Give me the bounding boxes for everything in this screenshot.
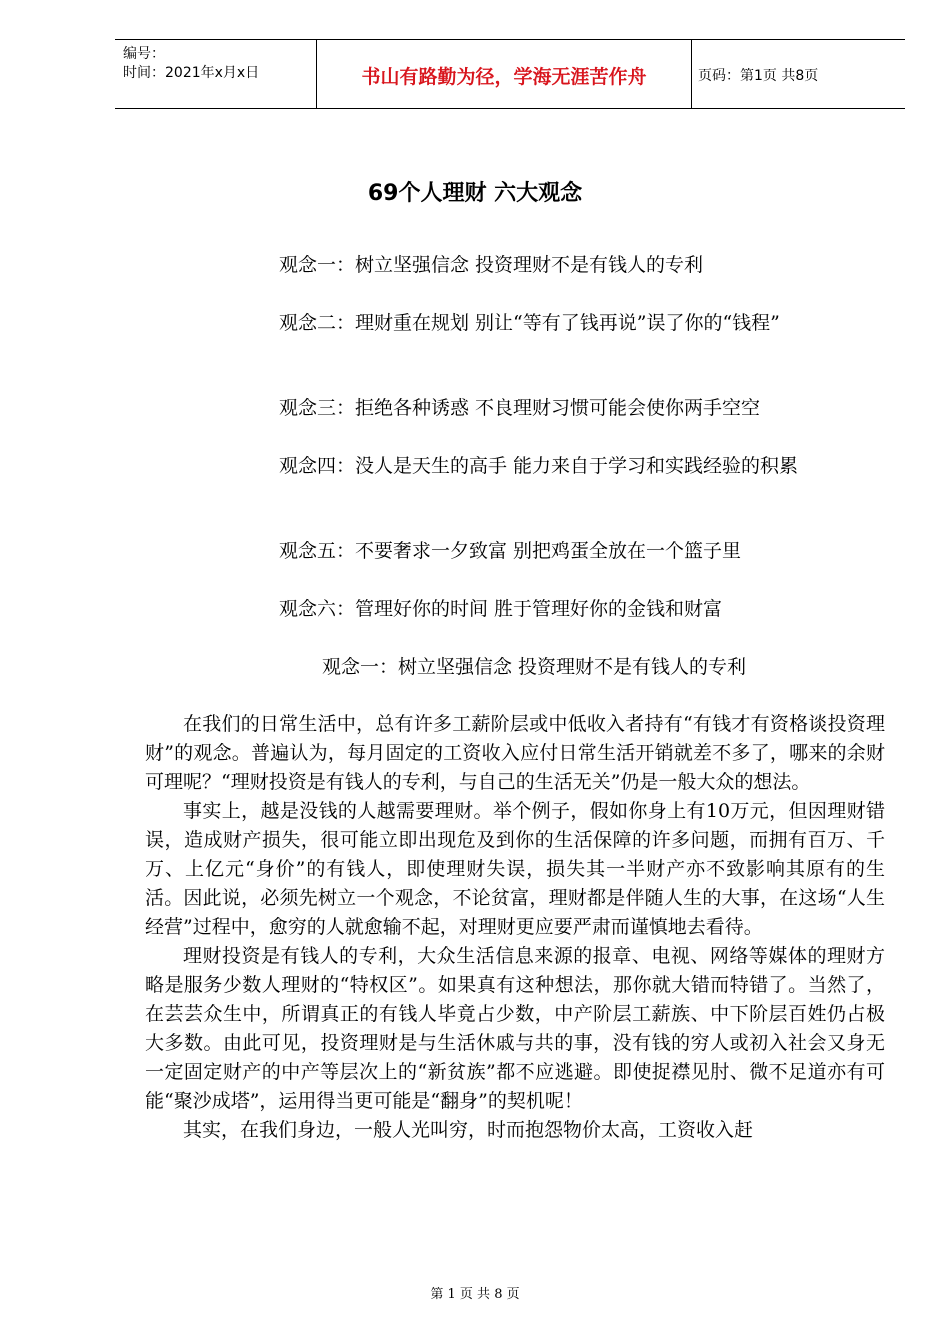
document-time-label: 时间：2021年x月x日	[123, 65, 260, 81]
header-page-cell	[692, 40, 905, 108]
body-text	[145, 710, 885, 1145]
header-motto-cell	[316, 40, 692, 108]
document-title: 69个人理财 六大观念	[367, 181, 583, 206]
concept-item	[145, 250, 880, 280]
concept-item	[145, 393, 880, 423]
concept-text: 观念三：拒绝各种诱惑 不良理财习惯可能会使你两手空空	[279, 397, 761, 419]
paragraph: 理财投资是有钱人的专利，大众生活信息来源的报章、电视、网络等媒体的理财方略是服务少数人理财的“特权区”。如果真有这种想法，那你就大错而特错了。当然了，在芸芸众生中，所谓真正的有钱人毕竟占少数，中产阶层工薪族、中下阶层百姓仍占极大多数。由此可见，投资理财是与生活休戚与共的事，没有钱的穷人或初入社会又身无一定固定财产的中产等层次上的“新贫族”都不应逃避。即使捉襟见肘、微不足道亦有可能“聚沙成塔”，运用得当更可能是“翻身”的契机呢！	[145, 945, 885, 1112]
concept-item	[145, 451, 880, 481]
header-motto: 书山有路勤为径，学海无涯苦作舟	[361, 66, 647, 88]
paragraph: 事实上，越是没钱的人越需要理财。举个例子，假如你身上有10万元，但因理财错误，造成财产损失，很可能立即出现危及到你的生活保障的许多问题，而拥有百万、千万、上亿元“身价”的有钱人，即使理财失误，损失其一半财产亦不致影响其原有的生活。因此说，必须先树立一个观念，不论贫富，理财都是伴随人生的大事，在这场“人生经营”过程中，愈穷的人就愈输不起，对理财更应要严肃而谨慎地去看待。	[145, 800, 885, 938]
concept-text: 观念一：树立坚强信念 投资理财不是有钱人的专利	[279, 254, 704, 276]
paragraph: 在我们的日常生活中，总有许多工薪阶层或中低收入者持有“有钱才有资格谈投资理财”的观念。普遍认为，每月固定的工资收入应付日常生活开销就差不多了，哪来的余财可理呢？“理财投资是有钱人的专利，与自己的生活无关”仍是一般大众的想法。	[145, 713, 885, 793]
document-number-label: 编号：	[123, 46, 165, 62]
concept-text: 观念五：不要奢求一夕致富 别把鸡蛋全放在一个篮子里	[279, 540, 742, 562]
header-meta-cell	[115, 40, 316, 108]
concept-item	[145, 536, 880, 566]
concept-text: 观念四：没人是天生的高手 能力来自于学习和实践经验的积累	[279, 455, 799, 477]
header-table	[115, 39, 905, 109]
concept-text: 观念六：管理好你的时间 胜于管理好你的金钱和财富	[279, 598, 723, 620]
page-footer: 第 1 页 共 8 页	[430, 1287, 520, 1302]
paragraph: 其实，在我们身边，一般人光叫穷，时而抱怨物价太高，工资收入赶	[183, 1119, 754, 1141]
section-heading: 观念一：树立坚强信念 投资理财不是有钱人的专利	[322, 656, 747, 678]
header-page-number: 页码：第1页 共8页	[698, 68, 819, 84]
concept-item	[145, 308, 880, 338]
concept-item	[145, 594, 880, 624]
concept-text: 观念二：理财重在规划 别让“等有了钱再说”误了你的“钱程”	[279, 312, 780, 334]
